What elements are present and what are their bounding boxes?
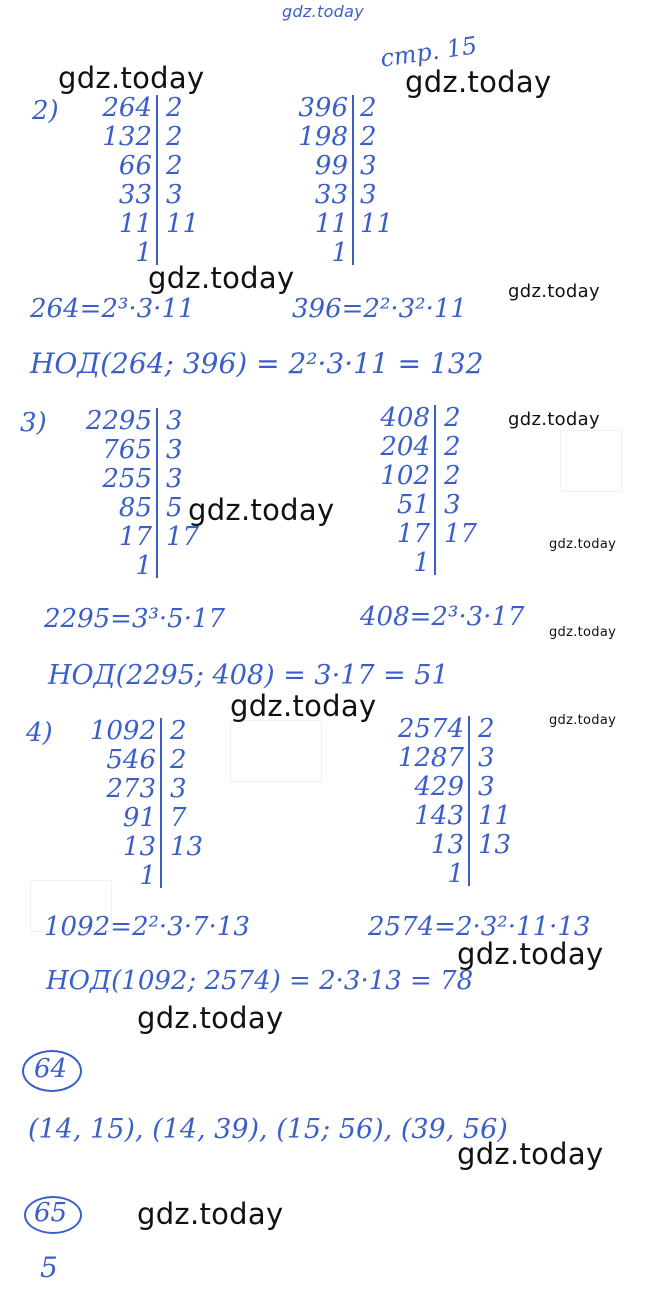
divisor: 2	[478, 714, 495, 744]
factorization-396: 396=2²·3²·11	[292, 294, 467, 324]
dividend: 33	[314, 180, 348, 210]
dividend: 17	[396, 519, 430, 549]
part-4-number: 4)	[26, 718, 53, 748]
gcd-result-2: НОД(264; 396) = 2²·3·11 = 132	[30, 347, 484, 380]
divisor: 2	[170, 745, 187, 775]
task-64-answer: (14, 15), (14, 39), (15; 56), (39, 56)	[28, 1114, 508, 1145]
divisor: 11	[360, 209, 394, 239]
divisor: 5	[166, 493, 183, 523]
divisor: 3	[166, 180, 183, 210]
watermark: gdz.today	[549, 713, 617, 728]
dividend: 17	[118, 522, 152, 552]
watermark: gdz.today	[137, 1197, 284, 1231]
watermark: gdz.today	[230, 689, 377, 723]
part-3-number: 3)	[20, 408, 47, 438]
decomposition-2295-dividends	[62, 408, 152, 582]
watermark: gdz.today	[148, 261, 295, 295]
dividend: 2295	[85, 406, 152, 436]
watermark: gdz.today	[508, 281, 600, 302]
divisor: 2	[170, 716, 187, 746]
decomposition-2574-dividends	[372, 716, 464, 890]
task-65-answer: 5	[40, 1251, 58, 1284]
dividend: 13	[122, 832, 156, 862]
watermark: gdz.today	[549, 537, 617, 552]
decomposition-2574-divisors	[478, 716, 511, 861]
watermark: gdz.today	[58, 61, 205, 95]
decomposition-264-divisors	[166, 95, 199, 240]
factorization-2574: 2574=2·3²·11·13	[368, 912, 591, 942]
dividend: 2574	[397, 714, 464, 744]
divider-line	[156, 408, 158, 578]
factorization-264: 264=2³·3·11	[30, 294, 195, 324]
watermark: gdz.today	[137, 1001, 284, 1035]
divisor: 17	[444, 519, 478, 549]
divisor: 3	[478, 743, 495, 773]
divider-line	[156, 95, 158, 265]
divisor: 7	[170, 803, 187, 833]
task-64-number: 64	[34, 1054, 68, 1084]
decomposition-396-dividends	[282, 95, 348, 269]
divisor: 2	[360, 93, 377, 123]
dividend: 66	[118, 151, 152, 181]
divisor: 3	[444, 490, 461, 520]
dividend: 102	[380, 461, 430, 491]
dividend: 1092	[89, 716, 156, 746]
divisor: 3	[166, 464, 183, 494]
dividend: 1	[135, 238, 152, 268]
divisor: 11	[478, 801, 512, 831]
dividend: 1	[135, 551, 152, 581]
decomposition-1092-dividends	[68, 718, 156, 892]
divider-line	[352, 95, 354, 265]
dividend: 1	[447, 859, 464, 889]
dividend: 1	[139, 861, 156, 891]
dividend: 91	[122, 803, 156, 833]
dividend: 132	[102, 122, 152, 152]
dividend: 255	[102, 464, 152, 494]
watermark: gdz.today	[549, 625, 617, 640]
gcd-result-4: НОД(1092; 2574) = 2·3·13 = 78	[46, 966, 474, 996]
background-grid	[230, 720, 322, 782]
factorization-408: 408=2³·3·17	[360, 602, 525, 632]
factorization-2295: 2295=3³·5·17	[44, 604, 226, 634]
dividend: 408	[380, 403, 430, 433]
dividend: 85	[118, 493, 152, 523]
dividend: 13	[430, 830, 464, 860]
decomposition-2295-divisors	[166, 408, 199, 553]
decomposition-1092-divisors	[170, 718, 203, 863]
dividend: 1	[331, 238, 348, 268]
dividend: 11	[118, 209, 152, 239]
dividend: 99	[314, 151, 348, 181]
divider-line	[468, 716, 470, 886]
decomposition-408-divisors	[444, 405, 477, 550]
watermark: gdz.today	[457, 1137, 604, 1171]
background-grid	[560, 430, 622, 492]
divider-line	[434, 405, 436, 575]
dividend: 33	[118, 180, 152, 210]
divisor: 13	[478, 830, 512, 860]
divisor: 3	[478, 772, 495, 802]
divisor: 17	[166, 522, 200, 552]
divisor: 3	[360, 180, 377, 210]
dividend: 1287	[397, 743, 464, 773]
dividend: 51	[396, 490, 430, 520]
divisor: 2	[166, 151, 183, 181]
dividend: 429	[414, 772, 464, 802]
watermark: gdz.today	[405, 65, 552, 99]
dividend: 11	[314, 209, 348, 239]
divisor: 3	[360, 151, 377, 181]
divisor: 2	[444, 461, 461, 491]
divisor: 2	[444, 432, 461, 462]
dividend: 204	[380, 432, 430, 462]
divisor: 3	[166, 435, 183, 465]
divisor: 3	[166, 406, 183, 436]
watermark: gdz.today	[508, 409, 600, 430]
watermark: gdz.today	[457, 937, 604, 971]
dividend: 546	[106, 745, 156, 775]
decomposition-264-dividends	[86, 95, 152, 269]
divisor: 2	[360, 122, 377, 152]
page-label: стр. 15	[378, 31, 479, 73]
watermark: gdz.today	[188, 493, 335, 527]
dividend: 273	[106, 774, 156, 804]
task-65-number: 65	[34, 1198, 68, 1228]
divisor: 13	[170, 832, 204, 862]
dividend: 143	[414, 801, 464, 831]
divisor: 2	[444, 403, 461, 433]
watermark: gdz.today	[282, 2, 364, 21]
gcd-result-3: НОД(2295; 408) = 3·17 = 51	[48, 660, 449, 691]
decomposition-408-dividends	[360, 405, 430, 579]
factorization-1092: 1092=2²·3·7·13	[44, 912, 250, 942]
dividend: 765	[102, 435, 152, 465]
dividend: 396	[298, 93, 348, 123]
divisor: 11	[166, 209, 200, 239]
dividend: 1	[413, 548, 430, 578]
divisor: 3	[170, 774, 187, 804]
divisor: 2	[166, 93, 183, 123]
part-2-number: 2)	[32, 96, 59, 126]
dividend: 198	[298, 122, 348, 152]
dividend: 264	[102, 93, 152, 123]
decomposition-396-divisors	[360, 95, 393, 240]
divider-line	[160, 718, 162, 888]
divisor: 2	[166, 122, 183, 152]
